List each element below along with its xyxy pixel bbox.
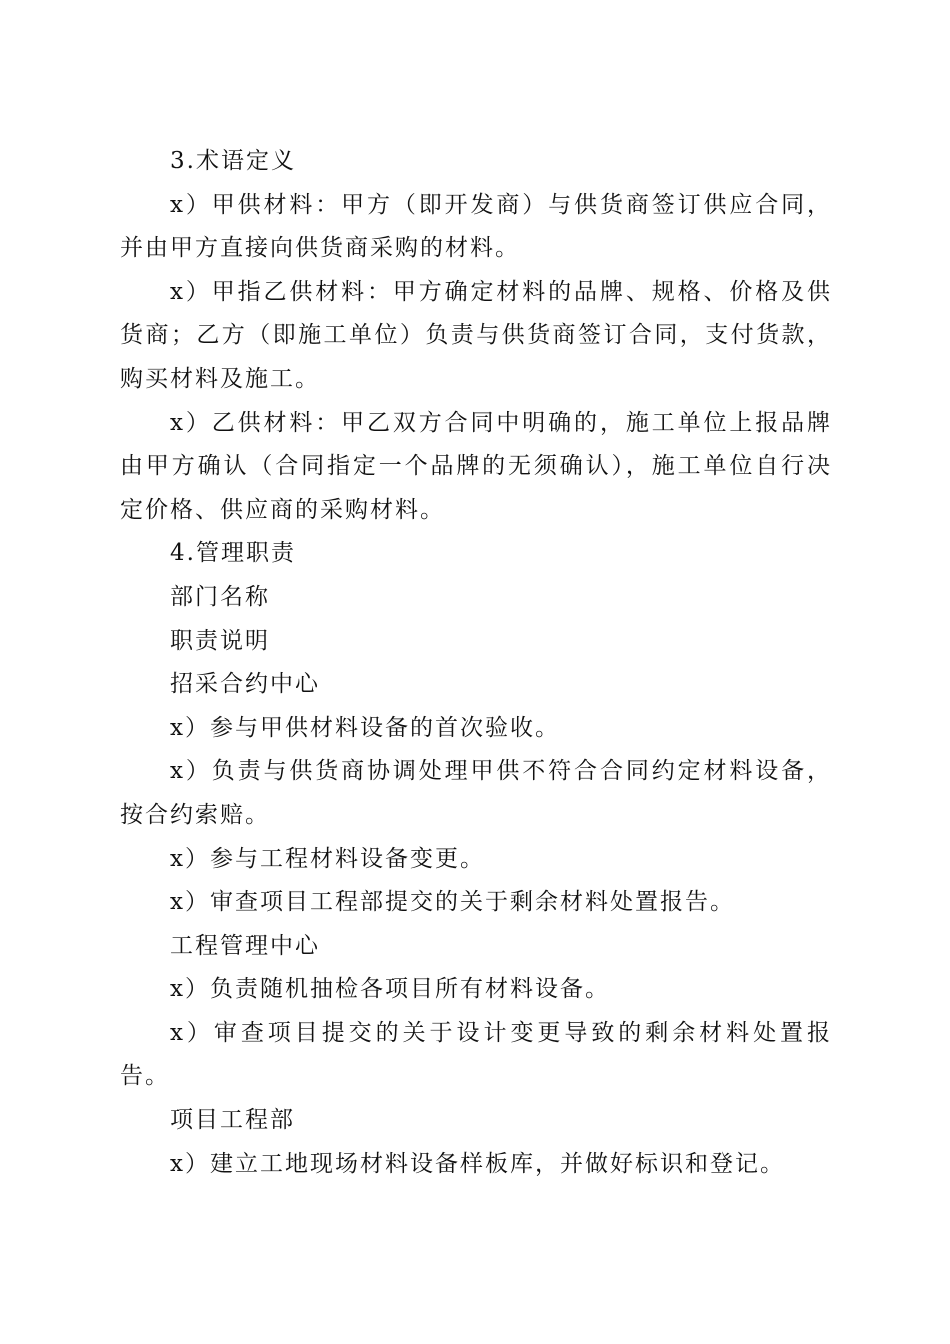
list-item: x）负责随机抽检各项目所有材料设备。 [170,976,610,1003]
document-body [120,140,832,1186]
list-item: x）建立工地现场材料设备样板库，并做好标识和登记。 [170,1150,785,1177]
department-engineering-center: 工程管理中心 [170,932,320,959]
paragraph-owner-supplied-materials: x）甲供材料：甲方（即开发商）与供货商签订供应合同，并由甲方直接向供货商采购的材料。 [120,191,832,262]
department-procurement-center: 招采合约中心 [170,671,320,698]
list-item: x）审查项目工程部提交的关于剩余材料处置报告。 [170,889,735,916]
list-item: x）审查项目提交的关于设计变更导致的剩余材料处置报告。 [120,1019,832,1090]
list-item: x）负责与供货商协调处理甲供不符合合同约定材料设备，按合约索赔。 [120,758,832,828]
section-heading-responsibilities: 4.管理职责 [170,540,296,567]
label-responsibility-description: 职责说明 [170,627,270,654]
label-department-name: 部门名称 [170,583,270,610]
paragraph-owner-designated-materials: x）甲指乙供材料：甲方确定材料的品牌、规格、价格及供货商；乙方（即施工单位）负责与供货商签订合同，支付货款，购买材料及施工。 [120,278,832,392]
paragraph-contractor-supplied-materials: x）乙供材料：甲乙双方合同中明确的，施工单位上报品牌由甲方确认（合同指定一个品牌的无须确认），施工单位自行决定价格、供应商的采购材料。 [120,409,832,523]
section-heading-terms: 3.术语定义 [170,148,296,174]
department-project-engineering: 项目工程部 [170,1107,295,1134]
list-item: x）参与工程材料设备变更。 [170,845,485,872]
list-item: x）参与甲供材料设备的首次验收。 [170,714,560,741]
